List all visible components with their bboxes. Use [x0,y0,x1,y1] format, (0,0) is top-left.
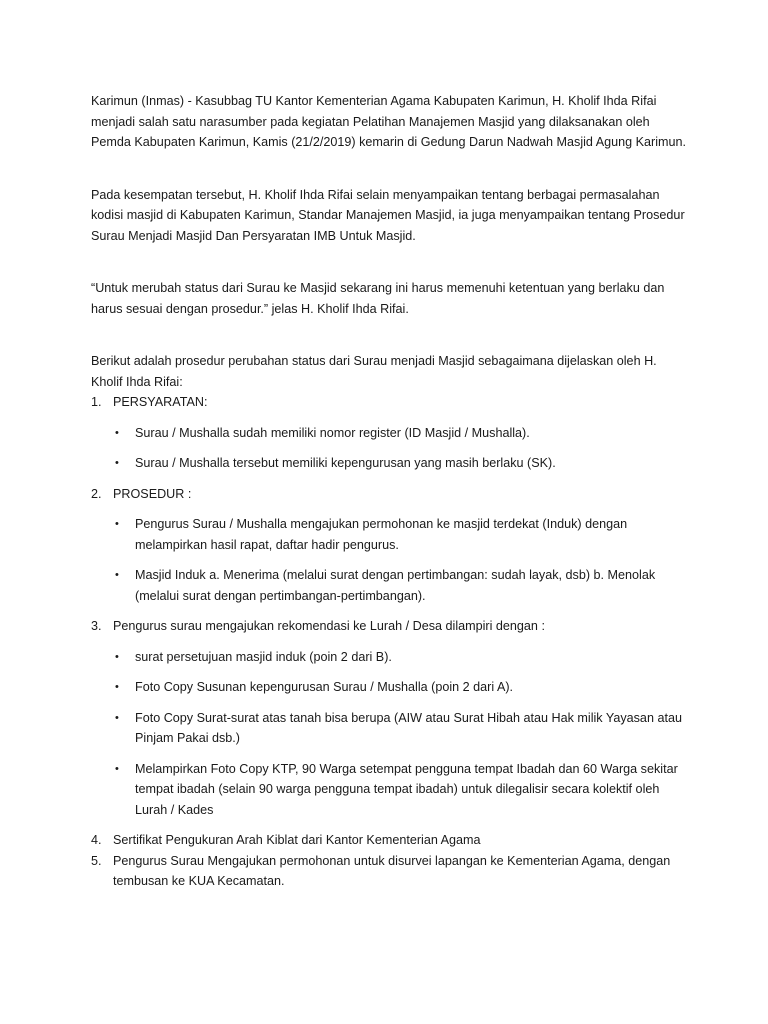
section-number: 4. [91,833,102,847]
bullet-icon: • [115,762,119,775]
list-item: • Surau / Mushalla sudah memiliki nomor register (ID Masjid / Mushalla). [91,423,691,444]
section-5-heading [91,851,691,892]
section-title: Pengurus surau mengajukan rekomendasi ke Lurah / Desa dilampiri dengan : [113,619,545,633]
list-item: • surat persetujuan masjid induk (poin 2 dari B). [91,647,691,668]
list-item: • Masjid Induk a. Menerima (melalui surat dengan pertimbangan: sudah layak, dsb) b. Menolak (melalui surat dengan pertimbangan-pertimbangan). [91,565,691,606]
section-1-bullets [91,423,691,474]
quote-paragraph: “Untuk merubah status dari Surau ke Masjid sekarang ini harus memenuhi ketentuan yang berlaku dan harus sesuai dengan prosedur.” jelas H. Kholif Ihda Rifai. [91,281,665,316]
bullet-icon: • [115,650,119,663]
bullet-icon: • [115,426,119,439]
section-number: 5. [91,853,102,868]
document-page [91,91,691,892]
context-paragraph: Pada kesempatan tersebut, H. Kholif Ihda Rifai selain menyampaikan tentang berbagai permasalahan kodisi masjid di Kabupaten Karimun, Standar Manajemen Masjid, ia juga menyampaikan tentang Prosedur Surau Menjadi Masjid Dan Persyaratan IMB Untuk Masjid. [91,187,685,243]
section-title: Sertifikat Pengukuran Arah Kiblat dari Kantor Kementerian Agama [113,833,481,847]
section-1-heading [91,392,691,413]
procedure-intro-paragraph: Berikut adalah prosedur perubahan status dari Surau menjadi Masjid sebagaimana dijelaskan oleh H. Kholif Ihda Rifai: [91,354,657,389]
section-title: PROSEDUR : [113,486,192,501]
section-2-heading [91,484,691,505]
bullet-icon: • [115,457,119,469]
section-number: 3. [91,619,102,633]
bullet-icon: • [115,518,119,530]
list-item: • Melampirkan Foto Copy KTP, 90 Warga setempat pengguna tempat Ibadah dan 60 Warga sekitar tempat ibadah (selain 90 warga pengguna tempat ibadah) untuk dilegalisir secara kolektif oleh Lurah / Kades [91,759,691,821]
section-number: 2. [91,486,102,501]
bullet-icon: • [115,569,119,581]
section-4-heading [91,830,691,851]
list-item: • Foto Copy Susunan kepengurusan Surau / Mushalla (poin 2 dari A). [91,677,691,698]
bullet-icon: • [115,711,119,724]
bullet-icon: • [115,681,119,693]
section-title: PERSYARATAN: [113,395,208,409]
intro-paragraph: Karimun (Inmas) - Kasubbag TU Kantor Kementerian Agama Kabupaten Karimun, H. Kholif Ihda Rifai menjadi salah satu narasumber pada kegiatan Pelatihan Manajemen Masjid yang dilaksanakan oleh Pemda Kabupaten Karimun, Kamis (21/2/2019) kemarin di Gedung Darun Nadwah Masjid Agung Karimun. [91,94,687,149]
section-number: 1. [91,395,102,409]
section-2-bullets [91,514,691,606]
list-item: • Pengurus Surau / Mushalla mengajukan permohonan ke masjid terdekat (Induk) dengan melampirkan hasil rapat, daftar hadir pengurus. [91,514,691,555]
section-3-bullets [91,647,691,821]
list-item: • Foto Copy Surat-surat atas tanah bisa berupa (AIW atau Surat Hibah atau Hak milik Yayasan atau Pinjam Pakai dsb.) [91,708,691,749]
section-3-heading [91,616,691,637]
section-title: Pengurus Surau Mengajukan permohonan untuk disurvei lapangan ke Kementerian Agama, dengan tembusan ke KUA Kecamatan. [113,853,671,888]
list-item: • Surau / Mushalla tersebut memiliki kepengurusan yang masih berlaku (SK). [91,453,691,474]
